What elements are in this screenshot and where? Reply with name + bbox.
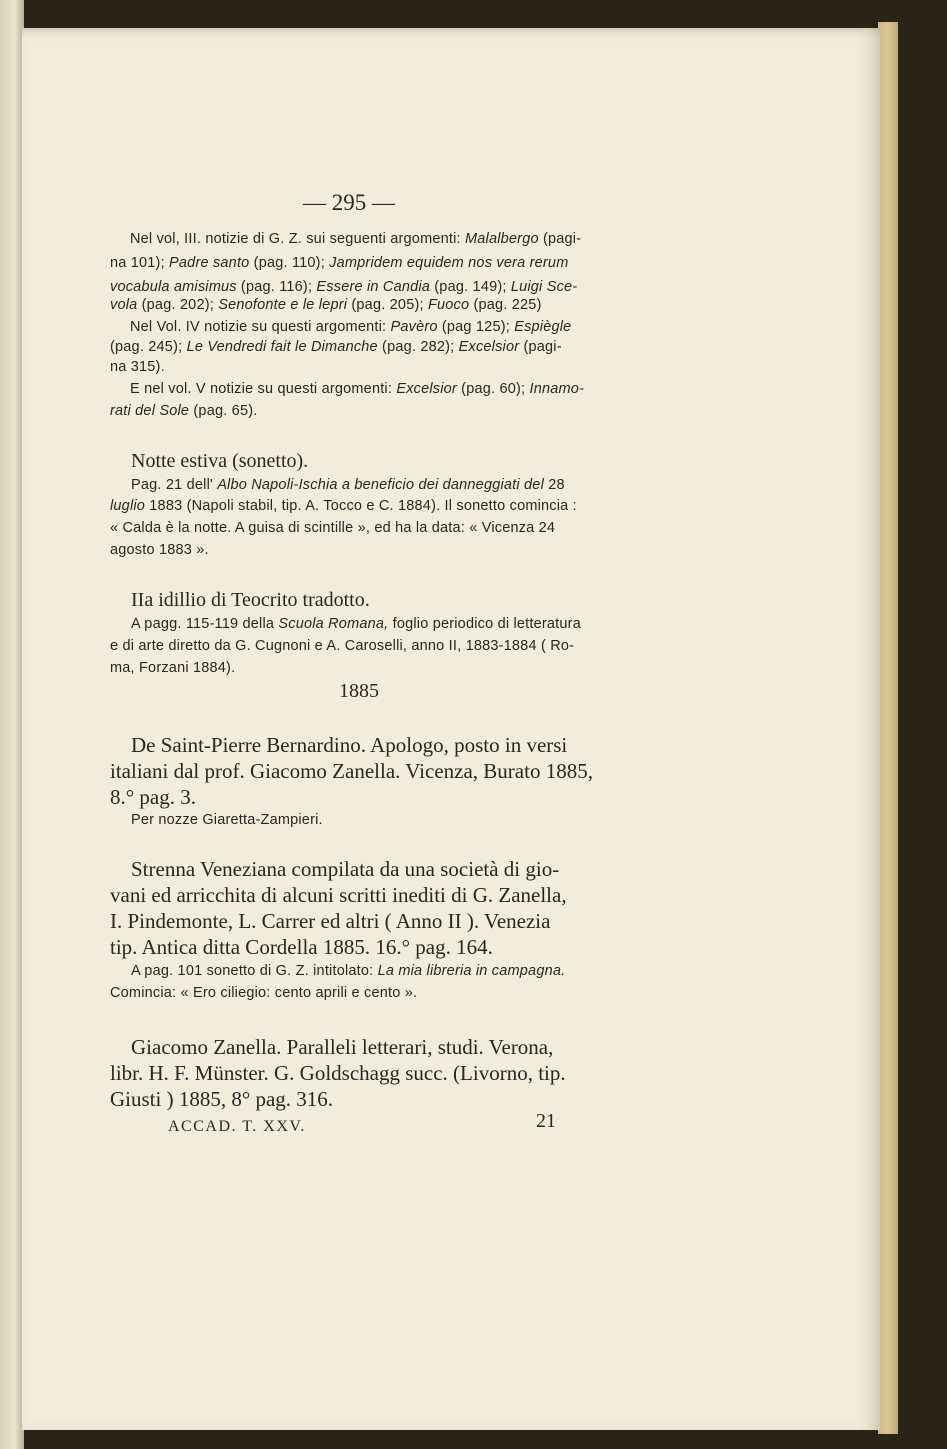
- year-heading: 1885: [339, 680, 379, 702]
- strenna-line-2: vani ed arricchita di alcuni scritti inediti di G. Zanella,: [110, 883, 567, 907]
- signature-mark: ACCAD. T. XXV.: [168, 1118, 306, 1135]
- idillio-line-1: A pagg. 115-119 della Scuola Romana, foglio periodico di letteratura: [131, 616, 581, 632]
- vol4-line-1: Nel Vol. IV notizie su questi argomenti: Pavèro (pag 125); Espiègle: [130, 319, 572, 335]
- vol5-line-1: E nel vol. V notizie su questi argomenti: Excelsior (pag. 60); Innamo-: [130, 381, 585, 397]
- apologo-line-3: 8.° pag. 3.: [110, 785, 196, 809]
- vol4-line-2: (pag. 245); Le Vendredi fait le Dimanche (pag. 282); Excelsior (pagi-: [110, 339, 562, 355]
- vol5-line-2: rati del Sole (pag. 65).: [110, 403, 258, 419]
- apologo-line-2: italiani dal prof. Giacomo Zanella. Vicenza, Burato 1885,: [110, 759, 593, 783]
- strenna-line-4: tip. Antica ditta Cordella 1885. 16.° pag. 164.: [110, 935, 493, 959]
- signature-number: 21: [536, 1110, 556, 1132]
- page-number: — 295 —: [303, 190, 395, 215]
- idillio-title: IIa idillio di Teocrito tradotto.: [131, 589, 370, 611]
- apologo-note: Per nozze Giaretta-Zampieri.: [131, 812, 323, 828]
- facing-page-edge: [0, 0, 24, 1449]
- strenna-note-1: A pag. 101 sonetto di G. Z. intitolato: La mia libreria in campagna.: [131, 963, 566, 979]
- vol3-line-3: vocabula amisimus (pag. 116); Essere in Candia (pag. 149); Luigi Sce-: [110, 279, 578, 295]
- idillio-line-3: ma, Forzani 1884).: [110, 660, 236, 676]
- notte-line-1: Pag. 21 dell' Albo Napoli-Ischia a beneficio dei danneggiati del 28: [131, 477, 565, 493]
- vol3-line-2: na 101); Padre santo (pag. 110); Jampridem equidem nos vera rerum: [110, 255, 569, 271]
- paralleli-line-2: libr. H. F. Münster. G. Goldschagg succ. (Livorno, tip.: [110, 1061, 566, 1085]
- idillio-line-2: e di arte diretto da G. Cugnoni e A. Caroselli, anno II, 1883-1884 ( Ro-: [110, 638, 575, 654]
- page-fore-edge: [878, 22, 898, 1434]
- strenna-line-1: Strenna Veneziana compilata da una società di gio-: [131, 857, 560, 881]
- vol3-line-4: vola (pag. 202); Senofonte e le lepri (pag. 205); Fuoco (pag. 225): [110, 297, 542, 313]
- apologo-line-1: De Saint-Pierre Bernardino. Apologo, posto in versi: [131, 733, 568, 757]
- notte-line-3: « Calda è la notte. A guisa di scintille », ed ha la data: « Vicenza 24: [110, 520, 556, 536]
- notte-line-4: agosto 1883 ».: [110, 542, 209, 558]
- notte-title: Notte estiva (sonetto).: [131, 450, 309, 472]
- vol4-line-3: na 315).: [110, 359, 165, 375]
- paralleli-line-1: Giacomo Zanella. Paralleli letterari, studi. Verona,: [131, 1035, 554, 1059]
- strenna-line-3: I. Pindemonte, L. Carrer ed altri ( Anno II ). Venezia: [110, 909, 551, 933]
- paralleli-line-3: Giusti ) 1885, 8° pag. 316.: [110, 1087, 334, 1111]
- vol3-line-1: Nel vol, III. notizie di G. Z. sui seguenti argomenti: Malalbergo (pagi-: [130, 231, 582, 247]
- strenna-note-2: Comincia: « Ero ciliegio: cento aprili e cento ».: [110, 985, 418, 1001]
- notte-line-2: luglio 1883 (Napoli stabil, tip. A. Tocco e C. 1884). Il sonetto comincia :: [110, 498, 577, 514]
